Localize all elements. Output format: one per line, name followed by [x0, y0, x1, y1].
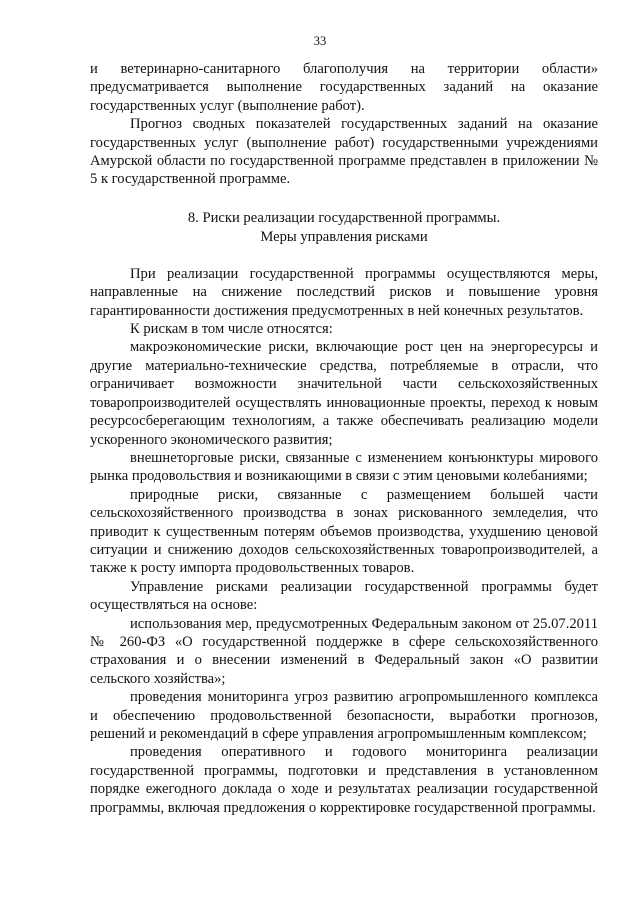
paragraph-macroeconomic-risks: макроэкономические риски, включающие рост цен на энергоресурсы и другие материально-технические средства, потребляемые в отрасли, что ограничивает возможности значительной части сельскохозяйственных товаропроизводителей осуществлять инновационные проекты, переход к новым ресурсосберегающим технологиям, а также обеспечивать реализацию модели ускоренного экономического развития; — [90, 339, 598, 448]
section-title: 8. Риски реализации государственной программы. — [187, 209, 501, 226]
intro-paragraph-2: Прогноз сводных показателей государственных заданий на оказание государственных услуг (выполнение работ) государственными учреждениями Амурской области по государственной программе представлен в приложении № 5 к государственной программе. — [90, 116, 598, 188]
paragraph-federal-law: использования мер, предусмотренных Федеральным законом от 25.07.2011 № 260-ФЗ «О государственной поддержке в сфере сельскохозяйственного страхования и о внесении изменений в Федеральный закон «О развитии сельского хозяйства»; — [90, 615, 598, 687]
intro-paragraph-1: и ветеринарно-санитарного благополучия на территории области» предусматривается выполнение государственных заданий на оказание государственных услуг (выполнение работ). — [90, 61, 598, 114]
paragraph-program-monitoring: проведения оперативного и годового мониторинга реализации государственной программы, подготовки и представления в установленном порядке ежегодного доклада о ходе и результатах реализации государственной программы, включая предложения о корректировке государственной программы. — [90, 744, 598, 816]
paragraph-foreign-trade-risks: внешнеторговые риски, связанные с изменением конъюнктуры мирового рынка продовольствия и возникающими в связи с этим ценовыми колебаниями; — [90, 449, 598, 485]
section-heading — [90, 209, 598, 247]
paragraph-risk-management: Управление рисками реализации государственной программы будет осуществляться на основе: — [90, 578, 598, 614]
paragraph-risks-intro: К рискам в том числе относятся: — [130, 321, 333, 338]
page-number: 33 — [313, 34, 327, 48]
paragraph-measures: При реализации государственной программы осуществляются меры, направленные на снижение последствий рисков и повышение уровня гарантированности достижения предусмотренных в ней конечных результатов. — [90, 265, 598, 319]
page-content — [90, 60, 598, 817]
section-subtitle: Меры управления рисками — [260, 228, 428, 245]
paragraph-natural-risks: природные риски, связанные с размещением большей части сельскохозяйственного производства в зонах рискованного земледелия, что приводит к существенным потерям объемов производства, ухудшению ценовой ситуации и снижению доходов сельскохозяйственных товаропроизводителей, а также к росту импорта продовольственных товаров. — [90, 486, 598, 577]
paragraph-monitoring-threats: проведения мониторинга угроз развитию агропромышленного комплекса и обеспечению продовольственной безопасности, выработки прогнозов, решений и рекомендаций в сфере управления агропромышленным комплексом; — [90, 689, 598, 742]
